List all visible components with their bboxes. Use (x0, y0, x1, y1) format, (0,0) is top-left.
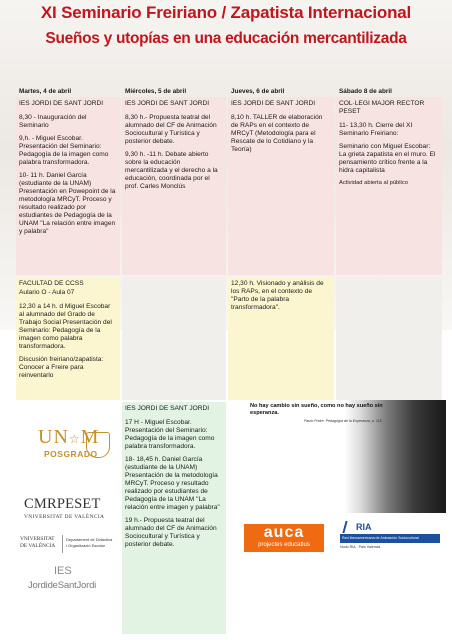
auca-subtext: projectes educatius (258, 542, 310, 548)
ria-mark-icon (342, 521, 355, 533)
event-text: 17 H - Miguel Escobar. Presentación del Seminario: Pedagogía de la imagen como palabra transformadora. (125, 419, 215, 451)
quote-text: No hay cambio sin sueño, como no hay sueño sin esperanza. (250, 403, 383, 416)
event-text: 9,30 h. -11 h. Debate abierto sobre la educación mercantilizada y el derecho a la educación, coordinada por el prof. Carles Monclús (125, 151, 218, 191)
ria-band (340, 534, 440, 543)
venue-label: FACULTAD DE CCSS (19, 280, 84, 287)
ria-subtext: Red Iberoamericana de Animación Sociocultural (342, 536, 419, 540)
cell-wednesday-morning (122, 97, 226, 275)
cmr-peset-subtext: VNIVERSITAT DE VALÈNCIA (24, 514, 105, 520)
event-text: 12,30 a 14 h. d Miguel Escobar al alumnado del Grado de Trabajo Social Presentación del Seminario: Pedagogía de la imagen como palabra transformadora. (19, 303, 112, 351)
page-title: XI Seminario Freiriano / Zapatista Internacional (40, 3, 412, 22)
event-text: 8,30 h.- Propuesta teatral del alumnado del CF de Animación Sociocultural y Turística y posterior debate. (125, 114, 217, 146)
posgrado-text: POSGRADO (44, 449, 98, 459)
uv-dept-text-1: Departament de Didàctica (66, 537, 113, 542)
ria-node-text: Nodo RIA · País Valencià (340, 545, 381, 549)
event-note: Actividad abierta al público (339, 180, 408, 187)
event-text: 18- 18,45 h. Daniel García (estudiante de la UNAM) Presentación de la metodología MRCyT. Proceso y resultado realizado por estudiantes de Pedagogía de la UNAM "La relación entre imagen y palabra" (125, 456, 220, 512)
cell-wednesday-empty (122, 277, 226, 400)
freire-photo (234, 400, 446, 513)
uv-text-1: VNIVERSITAT (20, 536, 55, 542)
cell-saturday-morning (336, 97, 442, 275)
cell-thursday-morning (228, 97, 334, 275)
quote-caption: Paulo Freire. Pedagogía de la Esperanza, p. 118 (304, 419, 382, 423)
event-text: 19 h.- Propuesta teatral del alumnado del CF de Animación Sociocultural y Turística y posterior debate. (125, 517, 217, 549)
cell-tuesday-morning (16, 97, 120, 275)
uv-dept-text-2: i Organització Escolar (66, 543, 105, 548)
ria-logo (338, 520, 442, 556)
ria-text: RIA (356, 522, 372, 532)
uv-department-logo (14, 532, 118, 558)
cell-saturday-empty (336, 277, 442, 400)
unam-text-a: UN (38, 426, 69, 448)
event-text: Discusión freiriano/zapatista: Conocer a Freire para reinventarlo (19, 356, 104, 380)
ies-jordi-logo (14, 565, 118, 599)
venue-label: IES JORDI DE SANT JORDI (19, 100, 104, 107)
unam-posgrado-logo (20, 412, 112, 472)
event-text: 10- 11 h. Daniel García (estudiante de la UNAM) Presentación en Powepoint de la metodología MRCyT. Proceso y resultado realizado por estudiantes de Pedagogía de la UNAM "La relación entre imagen y palabra" (19, 172, 116, 236)
auca-logo (244, 524, 324, 552)
cell-tuesday-afternoon (16, 277, 120, 400)
event-text: 8,10 h. TALLER de elaboración de RAPs en el contexto de MRCyT (Metodología para el Rescate de lo Cotidiano y la Teoría) (231, 114, 323, 154)
venue-label: IES JORDI DE SANT JORDI (231, 100, 316, 107)
portrait-image (234, 400, 446, 513)
unam-shield-icon: ☆ (68, 432, 81, 446)
event-text: 11- 13,30 h. Cierre del XI Seminario Freiriano: (339, 122, 413, 138)
venue-label: IES JORDI DE SANT JORDI (125, 405, 210, 412)
page-subtitle: Sueños y utopías en una educación mercantilizada (45, 30, 407, 47)
divider (62, 535, 63, 553)
header-tuesday: Martes, 4 de abril (19, 88, 72, 95)
event-text: 8,30 - Inauguración del Seminario (19, 114, 87, 130)
uv-text-2: DE VALÈNCIA (20, 543, 56, 549)
header-saturday: Sábado 8 de abril (339, 88, 392, 95)
venue-label: IES JORDI DE SANT JORDI (125, 100, 210, 107)
header-thursday: Jueves, 6 de abril (231, 88, 285, 95)
header-wednesday: Miércoles, 5 de abril (125, 88, 187, 95)
event-text: 12,30 h. Visionado y análisis de los RAPs, en el contexto de "Parto de la palabra transformadora". (231, 280, 324, 312)
unam-crest-icon (86, 432, 110, 458)
auca-text: auca (263, 524, 305, 541)
ies-text: IES (54, 565, 72, 577)
ies-name-text: JordideSantJordi (28, 580, 97, 591)
venue-room: Aulario O - Aula 07 (19, 289, 75, 297)
cell-wednesday-evening (122, 402, 226, 634)
venue-label: COL·LEGI MAJOR RECTOR PESET (339, 100, 425, 116)
unam-text-b: M (80, 426, 100, 448)
cell-thursday-afternoon (228, 277, 334, 400)
cmr-peset-logo (14, 494, 118, 524)
event-text: Seminario con Miguel Escobar: La grieta zapatista en el muro. El pensamiento crítico frente a la hidra capitalista (339, 143, 436, 175)
event-text: 9,h. - Miguel Escobar. Presentación del Seminario: Pedagogía de la imagen como palabra transformadora. (19, 135, 109, 167)
cmr-peset-text: CMRPESET (24, 496, 101, 512)
